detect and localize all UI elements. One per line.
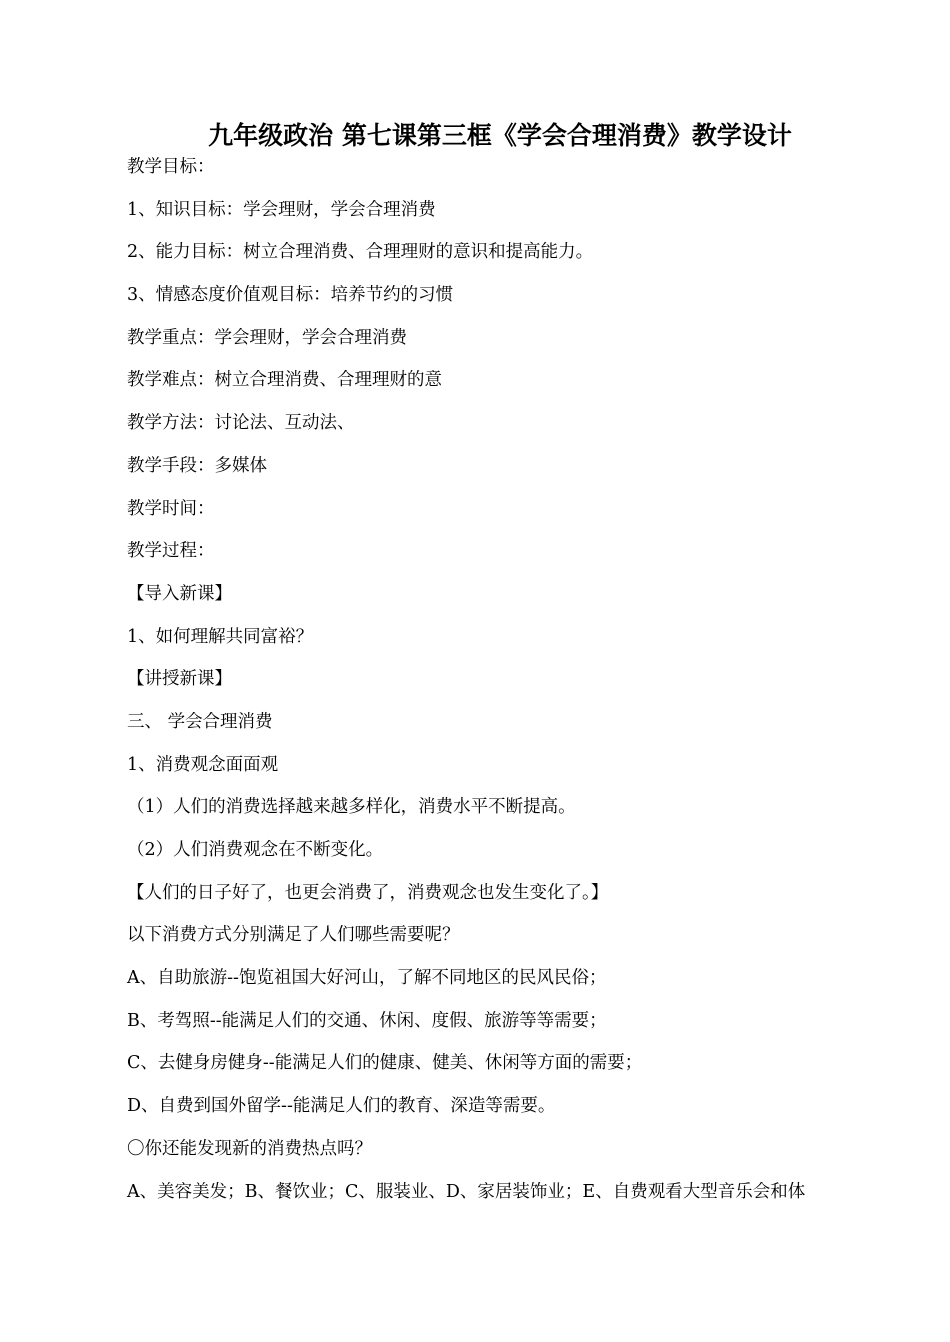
paragraph-ability-goal: 2、能力目标：树立合理消费、合理理财的意识和提高能力。 [127,242,594,263]
paragraph-knowledge-goal: 1、知识目标：学会理财，学会合理消费 [127,199,436,220]
heading-consumption-views: 1、消费观念面面观 [127,754,279,775]
heading-reasonable-consumption: 三、 学会合理消费 [127,711,273,732]
list-item-b: B、考驾照--能满足人们的交通、休闲、度假、旅游等等需要； [127,1010,607,1031]
list-item-d: D、自费到国外留学--能满足人们的教育、深造等需要。 [127,1096,556,1117]
paragraph-new-hotspots: 〇你还能发现新的消费热点吗？ [127,1138,372,1159]
paragraph-point-1: （1）人们的消费选择越来越多样化，消费水平不断提高。 [127,797,576,818]
document-title: 九年级政治 第七课第三框《学会合理消费》教学设计 [208,121,792,150]
document-body [127,152,907,1219]
section-intro: 【导入新课】 [127,583,232,604]
paragraph-time: 教学时间： [127,498,215,519]
paragraph-intro-question: 1、如何理解共同富裕？ [127,626,314,647]
paragraph-point-2: （2）人们消费观念在不断变化。 [127,840,384,860]
paragraph-hotspot-list: A、美容美发；B、餐饮业；C、服装业、D、家居装饰业；E、自费观看大型音乐会和体 [127,1181,806,1202]
list-item-a: A、自助旅游--饱览祖国大好河山，了解不同地区的民风民俗； [127,968,607,989]
paragraph-process: 教学过程： [127,541,215,562]
paragraph-emotion-goal: 3、情感态度价值观目标：培养节约的习惯 [127,285,454,306]
section-new-lesson: 【讲授新课】 [127,669,232,690]
paragraph-teaching-goals: 教学目标： [127,157,215,177]
paragraph-question: 以下消费方式分别满足了人们哪些需要呢？ [127,925,460,946]
paragraph-bracket-note: 【人们的日子好了，也更会消费了，消费观念也发生变化了。】 [127,882,609,903]
paragraph-method: 教学方法：讨论法、互动法、 [127,413,355,434]
list-item-c: C、去健身房健身--能满足人们的健康、健美、休闲等方面的需要； [127,1053,643,1074]
paragraph-means: 教学手段：多媒体 [127,455,267,476]
paragraph-difficulty: 教学难点：树立合理消费、合理理财的意 [127,370,442,391]
paragraph-key-point: 教学重点：学会理财，学会合理消费 [127,327,407,348]
